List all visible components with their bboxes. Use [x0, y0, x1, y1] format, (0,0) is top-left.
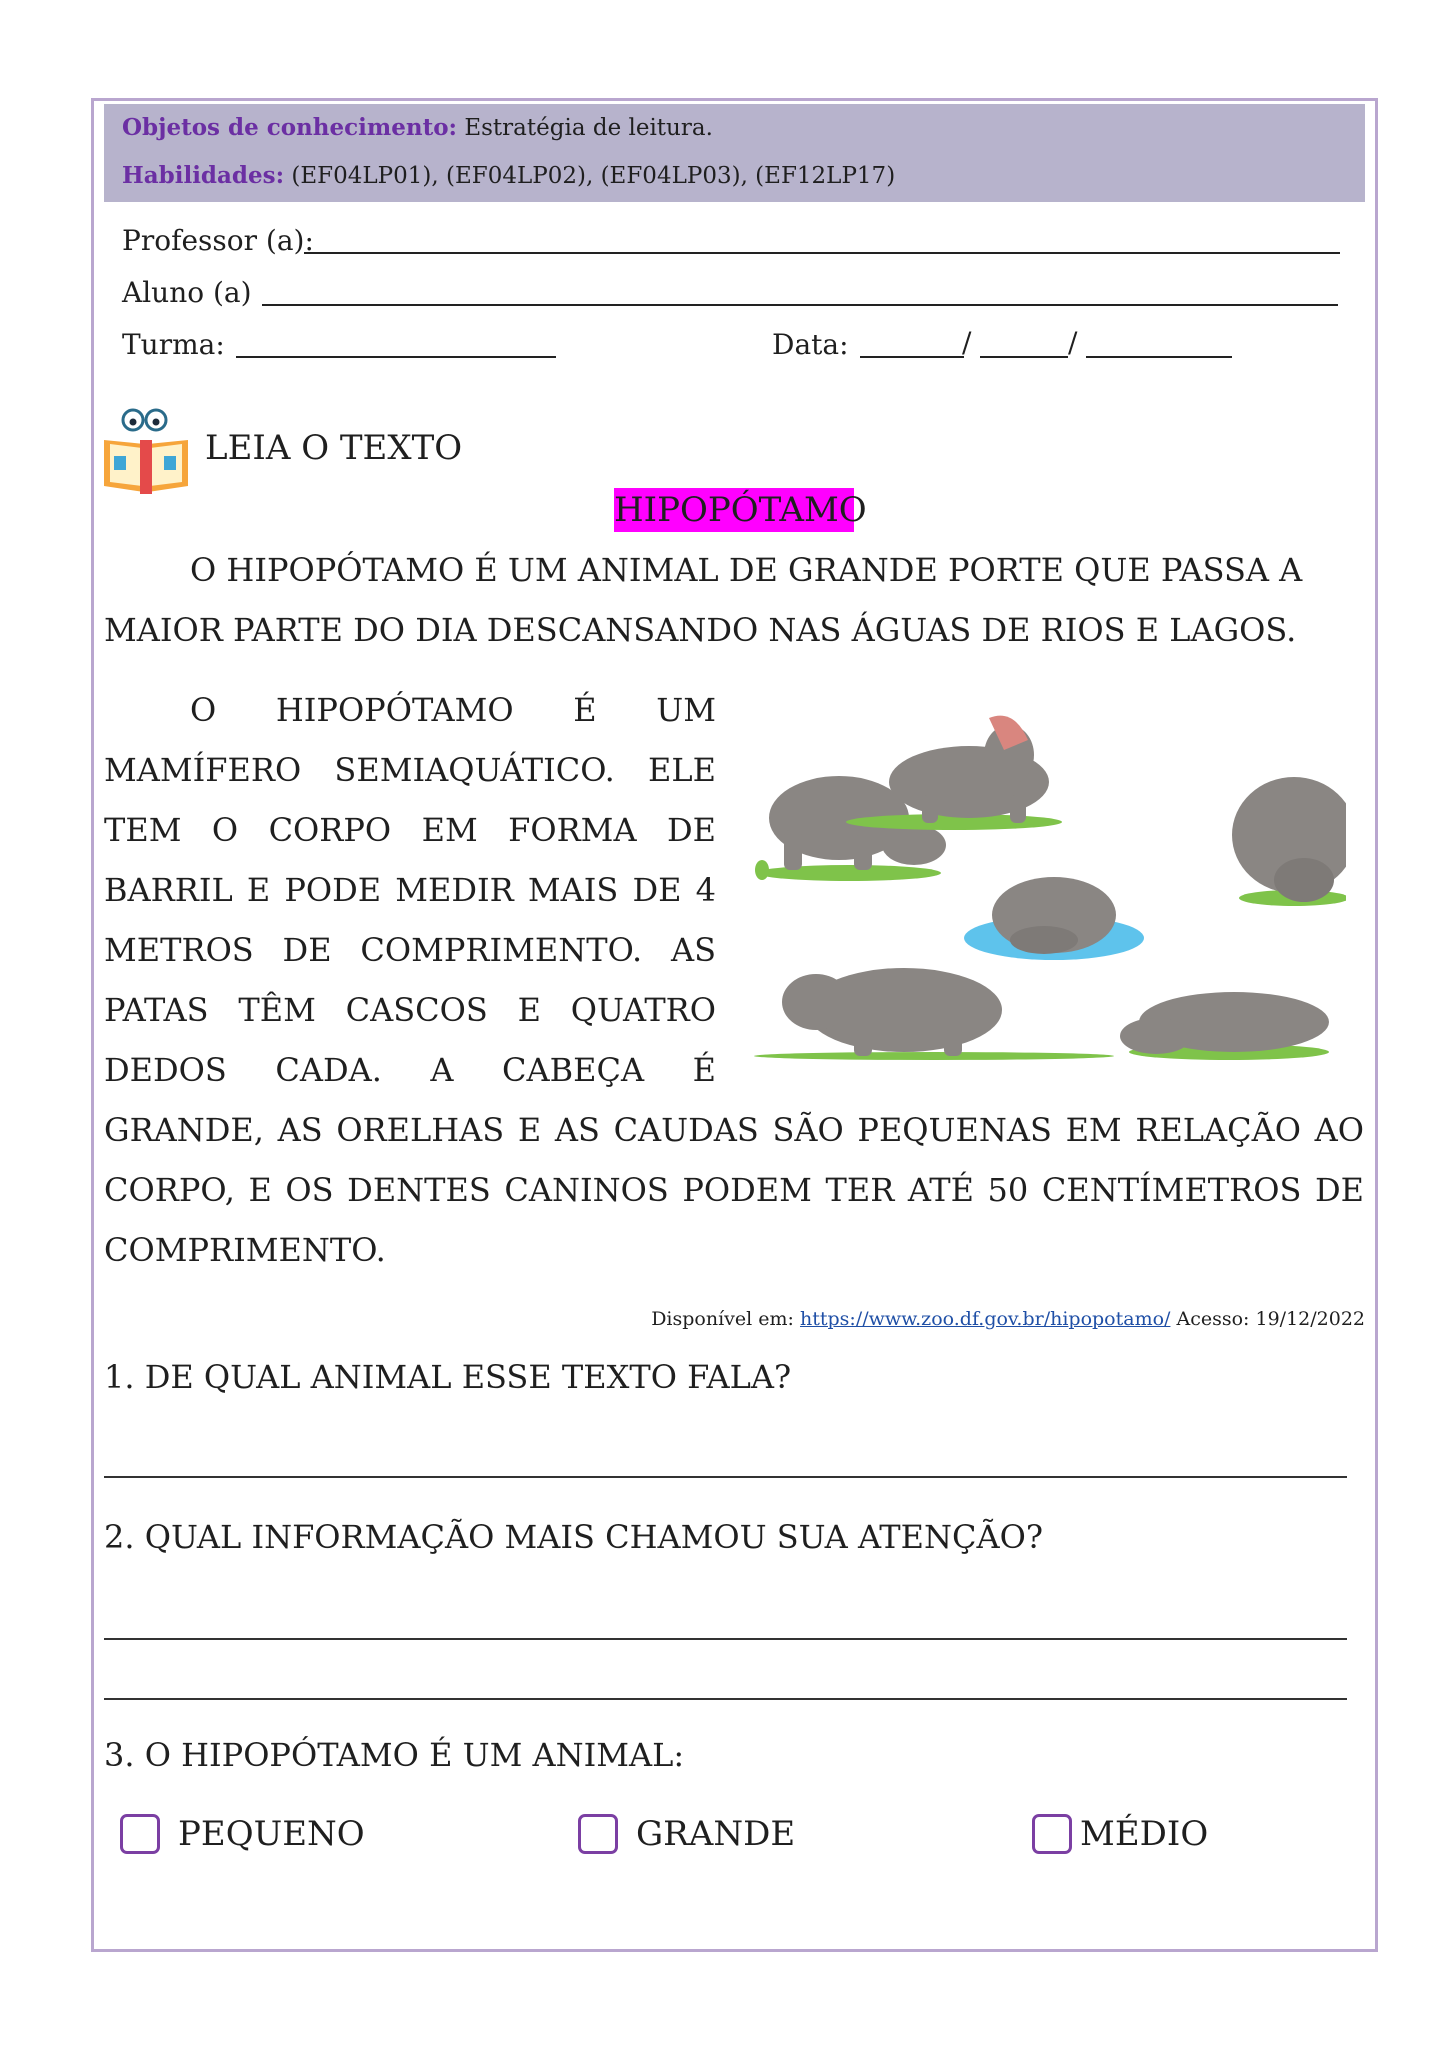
- date-year-field[interactable]: [1086, 356, 1232, 358]
- turma-label: Turma:: [122, 328, 225, 361]
- source-prefix: Disponível em:: [651, 1308, 794, 1330]
- aluno-field[interactable]: [262, 304, 1338, 306]
- objetos-line: [122, 114, 713, 141]
- source-citation: [651, 1308, 1365, 1330]
- habilidades-line: [122, 162, 895, 189]
- p2-line: MAMÍFERO SEMIAQUÁTICO. ELE: [104, 751, 716, 789]
- question-1: 1. DE QUAL ANIMAL ESSE TEXTO FALA?: [104, 1358, 792, 1396]
- turma-field[interactable]: [236, 356, 556, 358]
- habilidades-value: (EF04LP01), (EF04LP02), (EF04LP03), (EF12LP17): [291, 163, 896, 189]
- text-title: HIPOPÓTAMO: [614, 490, 867, 530]
- professor-field[interactable]: [304, 252, 1340, 254]
- p2-full-line: GRANDE, AS ORELHAS E AS CAUDAS SÃO PEQUENAS EM RELAÇÃO AO: [104, 1111, 1364, 1149]
- answer-1-line[interactable]: [104, 1476, 1347, 1478]
- answer-2-line-1[interactable]: [104, 1638, 1347, 1640]
- date-slash-1: /: [962, 326, 972, 359]
- aluno-label: Aluno (a): [122, 276, 252, 309]
- p2-line: TEM O CORPO EM FORMA DE: [104, 811, 716, 849]
- option-pequeno[interactable]: [120, 1814, 365, 1854]
- p2-line: DEDOS CADA. A CABEÇA É: [104, 1051, 716, 1089]
- p1-line1: O HIPOPÓTAMO É UM ANIMAL DE GRANDE PORTE QUE PASSA A: [190, 551, 1303, 589]
- question-2: 2. QUAL INFORMAÇÃO MAIS CHAMOU SUA ATENÇÃO?: [104, 1518, 1043, 1556]
- p2-line: METROS DE COMPRIMENTO. AS: [104, 931, 716, 969]
- date-day-field[interactable]: [860, 356, 964, 358]
- option-label: PEQUENO: [178, 1814, 365, 1854]
- answer-2-line-2[interactable]: [104, 1698, 1347, 1700]
- source-access: Acesso: 19/12/2022: [1176, 1308, 1365, 1330]
- reading-book-icon: [100, 400, 196, 496]
- p2-line: O HIPOPÓTAMO É UM: [190, 691, 716, 729]
- option-label: GRANDE: [636, 1814, 796, 1854]
- checkbox[interactable]: [1032, 1814, 1072, 1854]
- option-grande[interactable]: [578, 1814, 795, 1854]
- question-3: 3. O HIPOPÓTAMO É UM ANIMAL:: [104, 1736, 685, 1774]
- professor-label: Professor (a):: [122, 224, 314, 257]
- date-month-field[interactable]: [980, 356, 1068, 358]
- p1-line2: MAIOR PARTE DO DIA DESCANSANDO NAS ÁGUAS DE RIOS E LAGOS.: [104, 611, 1297, 649]
- hippo-illustration: [754, 700, 1346, 1080]
- data-label: Data:: [772, 328, 849, 361]
- date-slash-2: /: [1068, 326, 1078, 359]
- p2-full-line: CORPO, E OS DENTES CANINOS PODEM TER ATÉ 50 CENTÍMETROS DE: [104, 1171, 1364, 1209]
- p2-line: PATAS TÊM CASCOS E QUATRO: [104, 991, 716, 1029]
- checkbox[interactable]: [578, 1814, 618, 1854]
- checkbox[interactable]: [120, 1814, 160, 1854]
- objetos-value: Estratégia de leitura.: [464, 115, 713, 141]
- source-link[interactable]: https://www.zoo.df.gov.br/hipopotamo/: [799, 1308, 1171, 1330]
- p2-line: BARRIL E PODE MEDIR MAIS DE 4: [104, 871, 716, 909]
- reading-instruction: LEIA O TEXTO: [205, 428, 463, 468]
- objetos-label: Objetos de conhecimento:: [122, 114, 458, 141]
- option-label: MÉDIO: [1080, 1814, 1209, 1854]
- p2-full-line: COMPRIMENTO.: [104, 1231, 386, 1269]
- option-medio[interactable]: [1032, 1814, 1208, 1854]
- habilidades-label: Habilidades:: [122, 162, 285, 189]
